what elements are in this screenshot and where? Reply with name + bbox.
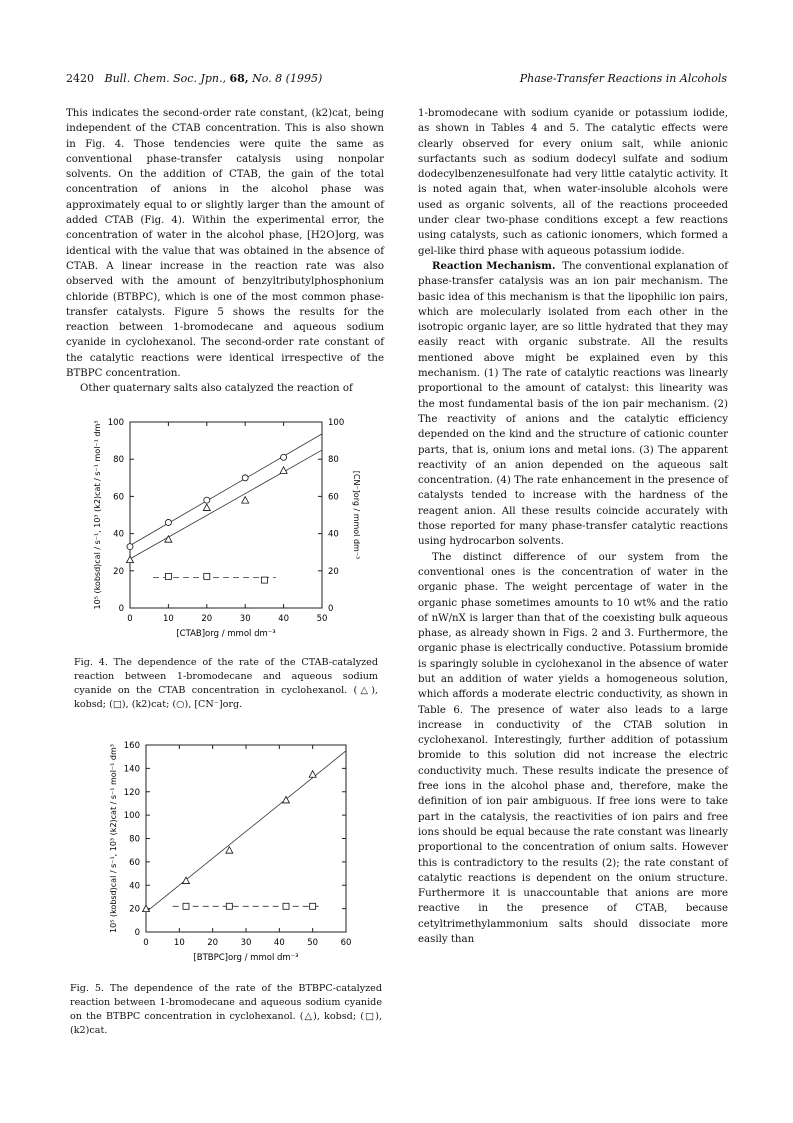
right-paragraph-2-body: The conventional explanation of phase-transfer catalysis was an ion pair mechanism. The basic idea of this mechanism is that the lipophilic ion pairs, which are molecularly isolated from each other in the isotropic organic layer, are so little hydrated that they may easily react with organic substrate. All the results mentioned above might be explained even by this mechanism. (1) The rate of catalytic reactions was linearly proportional to the amount of catalyst: this linearity was the most fundamental basis of the ion pair mechanism. (2) The reactivity of anions and the catalytic efficiency depended on the kind and the structure of cationic counter parts, that is, onium ions and metal ions. (3) The apparent reactivity of an anion depended on the aqueous salt concentration. (4) The rate enhancement in the presence of catalysts tended to increase with the hardness of the reagent anion. All these results coincide accurately with those reported for many phase-transfer catalytic reactions using hydrocarbon solvents. (418, 260, 728, 548)
journal-issue: No. 8 (1995) (252, 72, 323, 85)
right-paragraph-2 (418, 259, 728, 550)
y2-axis-label: [CN⁻]org / mmol dm⁻³ (352, 470, 361, 560)
figure-4-chart (70, 410, 390, 650)
fit-line (146, 751, 346, 912)
figure-5-chart (70, 735, 390, 975)
y-tick-label: 80 (129, 834, 140, 845)
y2-tick-label: 100 (328, 418, 345, 428)
y2-tick-label: 40 (328, 529, 339, 540)
journal-volume: 68, (229, 72, 249, 85)
y-axis-label: 10⁵ (kobsd)cal / s⁻¹, 10³ (k2)cat / s⁻¹ mol⁻¹ dm³ (109, 744, 118, 933)
plot-frame (130, 422, 322, 608)
x-tick-label: 20 (207, 938, 219, 948)
right-paragraph-1: 1-bromodecane with sodium cyanide or potassium iodide, as shown in Tables 4 and 5. The catalytic effects were clearly observed for every onium salt, while anionic surfactants such as sodium dodecyl sulfate and sodium dodecylbenzenesulfonate had very little catalytic activity. It is noted again that, when water-insoluble alcohols were used as organic solvents, all of the reactions proceeded under clear two-phase conditions except a few reactions using catalysts, such as cationic ionomers, which formed a gel-like third phase with aqueous potassium iodide. (418, 108, 728, 257)
square-marker (310, 903, 316, 909)
x-tick-label: 10 (162, 614, 174, 624)
figure-5-plot (109, 741, 351, 963)
circle-marker (204, 497, 210, 503)
left-column-text (66, 106, 384, 397)
square-marker (204, 573, 210, 579)
y-tick-label: 60 (113, 492, 124, 503)
y-tick-label: 100 (107, 418, 124, 428)
y-tick-label: 40 (129, 881, 140, 892)
right-paragraph-3: The distinct difference of our system from the conventional ones is the concentration of water in the organic phase. The weight percentage of water in the organic phase sometimes amounts to 10 wt% and the ratio of nW/nX is larger than that of the coexisting bulk aqueous phase, as already shown in Figs. 2 and 3. Furthermore, the organic phase is electrically conductive. Potassium bromide is sparingly soluble in cyclohexanol in the absence of water but an addition of water yields a homogeneous solution, which affords a moderate electric conductivity, as shown in Table 6. The presence of water also leads to a large increase in conductivity of the CTAB solution in cyclohexanol. Interestingly, further addition of potassium bromide to this solution did not increase the electric conductivity much. These results indicate the presence of free ions in the alcohol phase and, therefore, make the definition of ion pair ambiguous. If free ions were to take part in the catalysis, the reactivities of ion pairs and free ions should be equal because the rate constant was linearly proportional to the concentration of onium salts. However this is contradictory to the results (2); the rate constant of catalytic reactions is dependent on the onium structure. Furthermore it is unaccountable that anions are more reactive in the presence of CTAB, because cetyltrimethylammonium salts should dissociate more easily than (418, 551, 728, 946)
x-tick-label: 50 (316, 614, 328, 624)
x-tick-label: 30 (240, 938, 252, 948)
fit-line (130, 450, 322, 559)
square-marker (183, 903, 189, 909)
y-tick-label: 100 (123, 811, 140, 822)
x-tick-label: 50 (307, 938, 319, 948)
page-header-left (66, 72, 322, 85)
figure-4-caption: Fig. 4. The dependence of the rate of the CTAB-catalyzed reaction between 1-bromodecane and aqueous sodium cyanide on the CTAB concentration in cyclohexanol. (△), kobsd; (□), (k2)cat; (○), [CN⁻]org. (74, 657, 378, 710)
section-heading-reaction-mechanism: Reaction Mechanism. (432, 259, 556, 272)
x-tick-label: 30 (239, 614, 251, 624)
x-tick-label: 40 (278, 614, 290, 624)
triangle-marker (226, 847, 233, 854)
figure-5-caption: Fig. 5. The dependence of the rate of the BTBPC-catalyzed reaction between 1-bromodecane and aqueous sodium cyanide on the BTBPC concentration in cyclohexanol. (△), kobsd; (□), (k2)cat. (70, 983, 382, 1036)
fit-line (130, 434, 322, 546)
y2-tick-label: 60 (328, 492, 339, 503)
square-marker (261, 577, 267, 583)
x-tick-label: 0 (143, 938, 149, 948)
square-marker (226, 903, 232, 909)
y-tick-label: 160 (123, 741, 140, 751)
circle-marker (127, 544, 133, 550)
x-tick-label: 20 (201, 614, 213, 624)
y-tick-label: 80 (113, 455, 124, 466)
x-tick-label: 60 (340, 938, 352, 948)
page-number: 2420 (66, 72, 94, 85)
triangle-marker (203, 504, 210, 511)
triangle-marker (309, 771, 316, 778)
y-tick-label: 0 (134, 928, 140, 938)
x-axis-label: [CTAB]org / mmol dm⁻³ (176, 629, 276, 639)
y-axis-label: 10⁵ (kobsd)cal / s⁻¹, 10³ (k2)cat / s⁻¹ mol⁻¹ dm³ (93, 420, 102, 610)
y-tick-label: 60 (129, 857, 140, 868)
left-paragraph-2: Other quaternary salts also catalyzed the reaction of (80, 383, 353, 395)
circle-marker (165, 519, 171, 525)
y-tick-label: 20 (113, 566, 124, 577)
journal-name: Bull. Chem. Soc. Jpn., (104, 72, 226, 85)
x-tick-label: 0 (127, 614, 133, 624)
right-column-text (418, 106, 728, 947)
y2-tick-label: 0 (328, 604, 334, 614)
square-marker (165, 573, 171, 579)
left-paragraph-1: This indicates the second-order rate constant, (k2)cat, being independent of the CTAB concentration. This is also shown in Fig. 4. Those tendencies were quite the same as conventional phase-transfer catalysis using nonpolar solvents. On the addition of CTAB, the gain of the total concentration of anions in the alcohol phase was approximately equal to or slightly larger than the amount of added CTAB (Fig. 4). Within the experimental error, the concentration of water in the alcohol phase, [H2O]org, was identical with the value that was obtained in the absence of CTAB. A linear increase in the reaction rate was also observed with the amount of benzyltributylphosphonium chloride (BTBPC), which is one of the most common phase-transfer catalysts. Figure 5 shows the results for the reaction between 1-bromodecane and aqueous sodium cyanide in cyclohexanol. The second-order rate constant of the catalytic reactions were identical irrespective of the BTBPC concentration. (66, 108, 384, 380)
figure-4-plot (93, 418, 361, 639)
x-tick-label: 40 (273, 938, 285, 948)
y-tick-label: 0 (118, 604, 124, 614)
y-tick-label: 40 (113, 529, 124, 540)
y2-tick-label: 80 (328, 455, 339, 466)
circle-marker (242, 475, 248, 481)
y2-tick-label: 20 (328, 566, 339, 577)
y-tick-label: 120 (123, 787, 140, 798)
y-tick-label: 20 (129, 904, 140, 915)
running-title: Phase-Transfer Reactions in Alcohols (519, 72, 727, 85)
y-tick-label: 140 (123, 764, 140, 775)
square-marker (283, 903, 289, 909)
x-axis-label: [BTBPC]org / mmol dm⁻³ (193, 953, 299, 963)
triangle-marker (242, 497, 249, 504)
circle-marker (281, 454, 287, 460)
x-tick-label: 10 (173, 938, 185, 948)
